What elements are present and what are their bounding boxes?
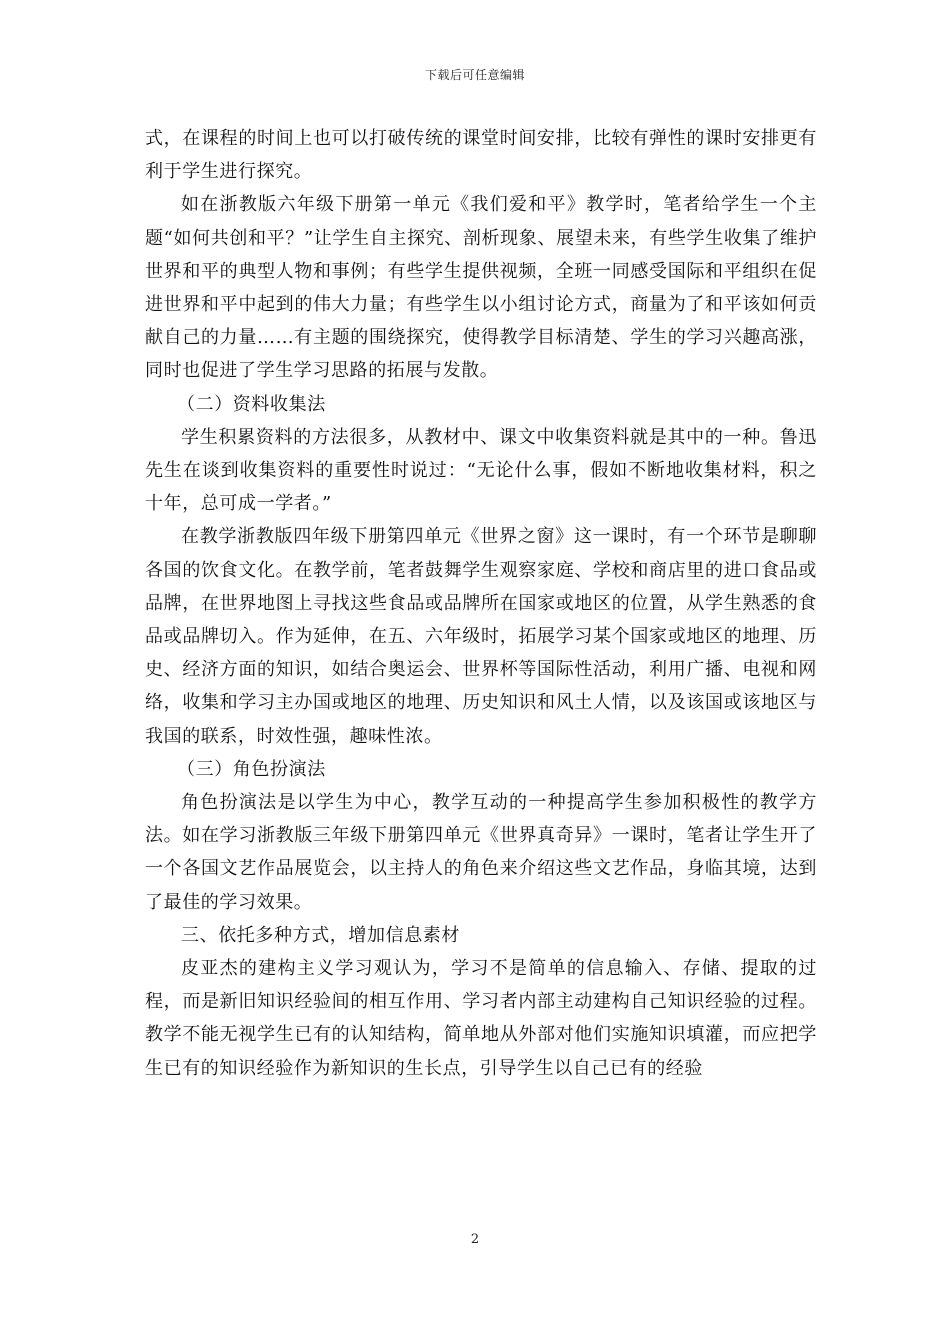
- paragraph-role-play: 角色扮演法是以学生为中心，教学互动的一种提高学生参加积极性的教学方法。如在学习浙教版三年级下册第四单元《世界真奇异》一课时，笔者让学生开了一个各国文艺作品展览会，以主持人的角色来介绍这些文艺作品，身临其境，达到了最佳的学习效果。: [145, 792, 817, 913]
- paragraph-peace-example: 如在浙教版六年级下册第一单元《我们爱和平》教学时，笔者给学生一个主题“如何共创和平？”让学生自主探究、剖析现象、展望未来，有些学生收集了维护世界和平的典型人物和事例；有些学生提供视频，全班一同感受国际和平组织在促进世界和平中起到的伟大力量；有些学生以小组讨论方式，商量为了和平该如何贡献自己的力量……有主题的围绕探究，使得教学目标清楚、学生的学习兴趣高涨，同时也促进了学生学习思路的拓展与发散。: [145, 194, 817, 382]
- paragraph-world-window-example: 在教学浙教版四年级下册第四单元《世界之窗》这一课时，有一个环节是聊聊各国的饮食文化。在教学前，笔者鼓舞学生观察家庭、学校和商店里的进口食品或品牌，在世界地图上寻找这些食品或品牌所在国家或地区的位置，从学生熟悉的食品或品牌切入。作为延伸，在五、六年级时，拓展学习某个国家或地区的地理、历史、经济方面的知识，如结合奥运会、世界杯等国际性活动，利用广播、电视和网络，收集和学习主办国或地区的地理、历史知识和风土人情，以及该国或该地区与我国的联系，时效性强，趣味性浓。: [145, 526, 817, 747]
- document-body: [145, 122, 817, 1085]
- section-heading-role-play: （三）角色扮演法: [177, 758, 326, 780]
- page-header: 下载后可任意编辑: [424, 68, 525, 82]
- paragraph-material-collection: 学生积累资料的方法很多，从教材中、课文中收集资料就是其中的一种。鲁迅先生在谈到收集资料的重要性时说过：“无论什么事，假如不断地收集材料，积之十年，总可成一学者。”: [145, 426, 817, 515]
- section-heading-material-collection: （二）资料收集法: [177, 393, 326, 415]
- section-heading-multiple-methods: 三、依托多种方式，增加信息素材: [181, 924, 460, 946]
- paragraph-continued: 式，在课程的时间上也可以打破传统的课堂时间安排，比较有弹性的课时安排更有利于学生进行探究。: [145, 128, 817, 183]
- page-number: 2: [470, 1232, 480, 1247]
- paragraph-piaget: 皮亚杰的建构主义学习观认为，学习不是简单的信息输入、存储、提取的过程，而是新旧知识经验间的相互作用、学习者内部主动建构自己知识经验的过程。教学不能无视学生已有的认知结构，简单地从外部对他们实施知识填灌，而应把学生已有的知识经验作为新知识的生长点，引导学生以自己已有的经验: [145, 958, 817, 1079]
